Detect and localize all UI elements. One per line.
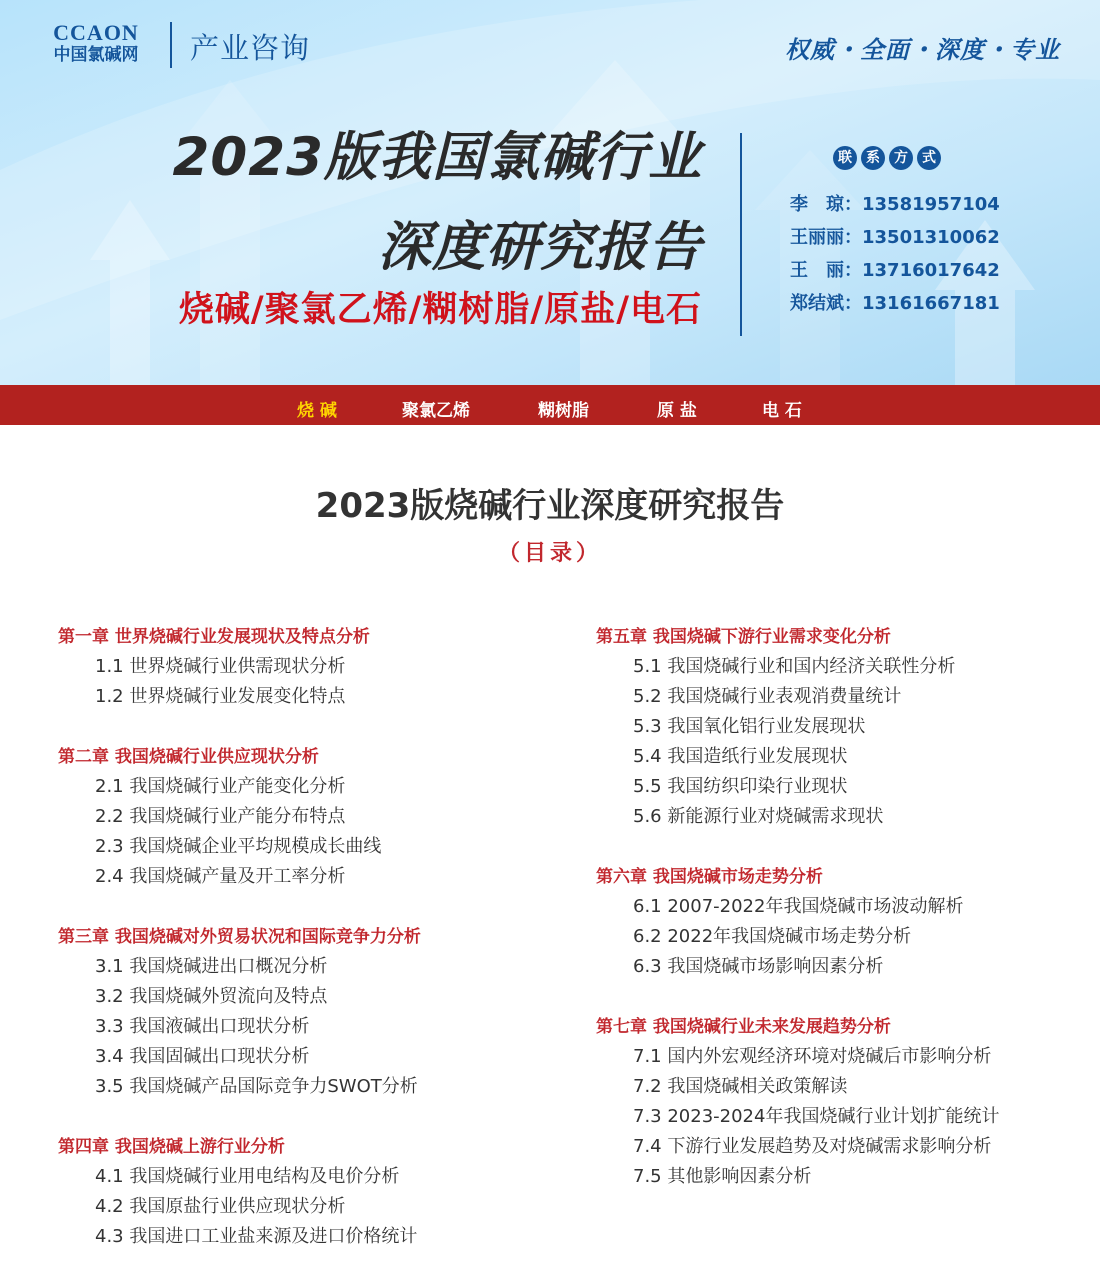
logo-text-cn: 中国氯碱网 bbox=[53, 45, 139, 65]
toc-section-item[interactable]: 6.3 我国烧碱市场影响因素分析 bbox=[633, 956, 884, 977]
toc-section-item[interactable]: 3.5 我国烧碱产品国际竞争力SWOT分析 bbox=[95, 1076, 418, 1097]
contact-item[interactable]: 王丽丽：13501310062 bbox=[790, 227, 1000, 248]
toc-section-item[interactable]: 1.2 世界烧碱行业发展变化特点 bbox=[95, 686, 346, 707]
toc-spacer bbox=[596, 984, 1086, 1014]
banner-divider bbox=[740, 133, 742, 336]
tagline: 权威・全面・深度・专业 bbox=[785, 36, 1060, 64]
toc-section-item[interactable]: 4.1 我国烧碱行业用电结构及电价分析 bbox=[95, 1166, 400, 1187]
contact-item[interactable]: 李 琼：13581957104 bbox=[790, 194, 1000, 215]
nav-item-raw-salt[interactable]: 原 盐 bbox=[657, 401, 697, 421]
toc-section-item[interactable]: 3.4 我国固碱出口现状分析 bbox=[95, 1046, 310, 1067]
toc-section-item[interactable]: 3.2 我国烧碱外贸流向及特点 bbox=[95, 986, 328, 1007]
toc-section-item[interactable]: 7.1 国内外宏观经济环境对烧碱后市影响分析 bbox=[633, 1046, 992, 1067]
contact-title-char: 方 bbox=[889, 146, 913, 170]
banner-title-line1: 2023版我国氯碱行业 bbox=[172, 127, 702, 188]
toc-chapter-heading[interactable]: 第四章 我国烧碱上游行业分析 bbox=[58, 1137, 285, 1157]
nav-item-caustic-soda[interactable]: 烧 碱 bbox=[297, 401, 337, 421]
toc-chapter-heading[interactable]: 第五章 我国烧碱下游行业需求变化分析 bbox=[596, 627, 891, 647]
toc-section-item[interactable]: 2.4 我国烧碱产量及开工率分析 bbox=[95, 866, 346, 887]
contact-item[interactable]: 王 丽：13716017642 bbox=[790, 260, 1000, 281]
contact-title bbox=[833, 146, 941, 170]
ccaon-logo[interactable] bbox=[40, 22, 152, 66]
toc-chapter-heading[interactable]: 第三章 我国烧碱对外贸易状况和国际竞争力分析 bbox=[58, 927, 421, 947]
toc-section-item[interactable]: 7.4 下游行业发展趋势及对烧碱需求影响分析 bbox=[633, 1136, 992, 1157]
banner-title-block bbox=[120, 128, 702, 330]
logo-text-en: CCAON bbox=[53, 20, 139, 45]
contact-title-char: 式 bbox=[917, 146, 941, 170]
contact-item[interactable]: 郑结斌：13161667181 bbox=[790, 293, 1000, 314]
nav-item-paste-resin[interactable]: 糊树脂 bbox=[538, 401, 589, 421]
toc-chapter-heading[interactable]: 第二章 我国烧碱行业供应现状分析 bbox=[58, 747, 319, 767]
report-subtitle: （目录） bbox=[497, 541, 602, 566]
toc-section-item[interactable]: 5.4 我国造纸行业发展现状 bbox=[633, 746, 848, 767]
banner-product-list: 烧碱/聚氯乙烯/糊树脂/原盐/电石 bbox=[178, 290, 702, 330]
toc-spacer bbox=[58, 714, 548, 744]
toc-section-item[interactable]: 7.3 2023-2024年我国烧碱行业计划扩能统计 bbox=[633, 1106, 1000, 1127]
banner-title-line2: 深度研究报告 bbox=[378, 217, 702, 278]
toc-section-item[interactable]: 1.1 世界烧碱行业供需现状分析 bbox=[95, 656, 346, 677]
toc-section-item[interactable]: 5.2 我国烧碱行业表观消费量统计 bbox=[633, 686, 902, 707]
logo-divider bbox=[170, 22, 172, 68]
toc-section-item[interactable]: 6.1 2007-2022年我国烧碱市场波动解析 bbox=[633, 896, 964, 917]
toc-section-item[interactable]: 2.3 我国烧碱企业平均规模成长曲线 bbox=[95, 836, 382, 857]
toc-section-item[interactable]: 2.2 我国烧碱行业产能分布特点 bbox=[95, 806, 346, 827]
contact-list bbox=[790, 194, 1000, 326]
report-title: 2023版烧碱行业深度研究报告 bbox=[315, 486, 785, 526]
toc-section-item[interactable]: 5.3 我国氧化铝行业发展现状 bbox=[633, 716, 866, 737]
toc-section-item[interactable]: 4.2 我国原盐行业供应现状分析 bbox=[95, 1196, 346, 1217]
toc-chapter-heading[interactable]: 第一章 世界烧碱行业发展现状及特点分析 bbox=[58, 627, 370, 647]
toc-section-item[interactable]: 4.3 我国进口工业盐来源及进口价格统计 bbox=[95, 1226, 418, 1247]
toc-chapter-heading[interactable]: 第七章 我国烧碱行业未来发展趋势分析 bbox=[596, 1017, 891, 1037]
toc-section-item[interactable]: 5.5 我国纺织印染行业现状 bbox=[633, 776, 848, 797]
toc-right-column bbox=[596, 624, 1086, 1194]
toc-section-item[interactable]: 3.1 我国烧碱进出口概况分析 bbox=[95, 956, 328, 977]
nav-item-pvc[interactable]: 聚氯乙烯 bbox=[402, 401, 470, 421]
toc-section-item[interactable]: 7.5 其他影响因素分析 bbox=[633, 1166, 812, 1187]
nav-item-calcium-carbide[interactable]: 电 石 bbox=[762, 401, 802, 421]
toc-section-item[interactable]: 5.6 新能源行业对烧碱需求现状 bbox=[633, 806, 884, 827]
logo-subtitle: 产业咨询 bbox=[190, 31, 311, 65]
toc-section-item[interactable]: 5.1 我国烧碱行业和国内经济关联性分析 bbox=[633, 656, 956, 677]
toc-chapter-heading[interactable]: 第六章 我国烧碱市场走势分析 bbox=[596, 867, 823, 887]
toc-section-item[interactable]: 2.1 我国烧碱行业产能变化分析 bbox=[95, 776, 346, 797]
product-nav-bar bbox=[0, 385, 1100, 425]
header-banner bbox=[0, 0, 1100, 385]
toc-left-column bbox=[58, 624, 548, 1254]
toc-section-item[interactable]: 3.3 我国液碱出口现状分析 bbox=[95, 1016, 310, 1037]
contact-title-char: 联 bbox=[833, 146, 857, 170]
toc-spacer bbox=[58, 1104, 548, 1134]
toc-spacer bbox=[58, 894, 548, 924]
contact-title-char: 系 bbox=[861, 146, 885, 170]
toc-section-item[interactable]: 6.2 2022年我国烧碱市场走势分析 bbox=[633, 926, 912, 947]
toc-spacer bbox=[596, 834, 1086, 864]
toc-section-item[interactable]: 7.2 我国烧碱相关政策解读 bbox=[633, 1076, 848, 1097]
